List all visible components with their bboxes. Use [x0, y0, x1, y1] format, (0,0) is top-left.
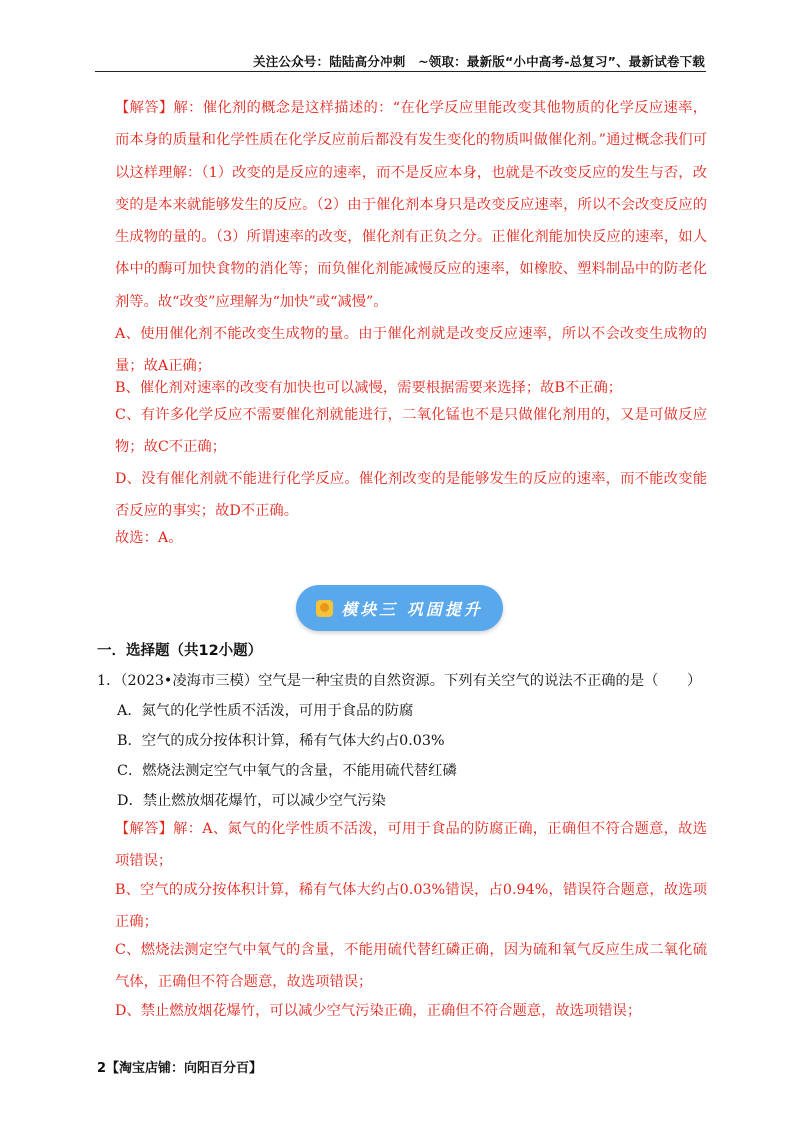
question-option-b: B．空气的成分按体积计算，稀有气体大约占0.03% [117, 733, 445, 749]
analysis-option-c: C、有许多化学反应不需要催化剂就能进行，二氧化锰也不是只做催化剂用的，又是可做反应物；故C不正确； [115, 407, 707, 456]
trophy-icon [316, 600, 333, 617]
answer-a: 【解答】解：A、氮气的化学性质不活泼，可用于食品的防腐正确，正确但不符合题意，故选项错误； [115, 821, 707, 870]
answer-b: B、空气的成分按体积计算，稀有气体大约占0.03%错误，占0.94%，错误符合题意，故选项正确； [115, 882, 707, 931]
analysis-intro: 【解答】解：催化剂的概念是这样描述的：“在化学反应里能改变其他物质的化学反应速率，而本身的质量和化学性质在化学反应前后都没有发生变化的物质叫做催化剂。”通过概念我们可以这样理解：（1）改变的是反应的速率，而不是反应本身，也就是不改变反应的发生与否，改变的是本来就能够发生的反应。（2）由于催化剂本身只是改变反应速率，所以不会改变反应的生成物的量的。（3）所谓速率的改变，催化剂有正负之分。正催化剂能加快反应的速率，如人体中的酶可加快食物的消化等；而负催化剂能减慢反应的速率，如橡胶、塑料制品中的防老化剂等。故“改变”应理解为“加快”或“减慢”。 [115, 100, 707, 310]
module-badge [296, 585, 503, 631]
page-footer: 2【淘宝店铺：向阳百分百】 [97, 1061, 263, 1076]
analysis-option-b: B、催化剂对速率的改变有加快也可以减慢，需要根据需要来选择；故B不正确； [115, 380, 623, 396]
module-badge-label: 模块三 巩固提升 [341, 599, 483, 619]
header-rule [95, 71, 706, 72]
analysis-option-a: A、使用催化剂不能改变生成物的量。由于催化剂就是改变反应速率，所以不会改变生成物的量；故A正确； [115, 326, 707, 375]
question-option-d: D．禁止燃放烟花爆竹，可以减少空气污染 [117, 793, 386, 809]
answer-d: D、禁止燃放烟花爆竹，可以减少空气污染正确，正确但不符合题意，故选项错误； [115, 1003, 642, 1019]
question-option-c: C．燃烧法测定空气中氧气的含量，不能用硫代替红磷 [117, 763, 457, 779]
page-header: 关注公众号：陆陆高分冲刺 ~领取：最新版“小中高考-总复习”、最新试卷下载 [253, 54, 705, 69]
question-option-a: A．氮气的化学性质不活泼，可用于食品的防腐 [117, 703, 414, 719]
question-stem: 1．（2023•凌海市三模）空气是一种宝贵的自然资源。下列有关空气的说法不正确的是（ ） [97, 673, 702, 689]
analysis-option-d: D、没有催化剂就不能进行化学反应。催化剂改变的是能够发生的反应的速率，而不能改变能否反应的事实；故D不正确。 [115, 471, 707, 520]
answer-c: C、燃烧法测定空气中氧气的含量，不能用硫代替红磷正确，因为硫和氧气反应生成二氧化硫气体，正确但不符合题意，故选项错误； [115, 942, 707, 991]
analysis-conclusion: 故选：A。 [115, 530, 183, 546]
section-title: 一．选择题（共12小题） [97, 643, 263, 659]
